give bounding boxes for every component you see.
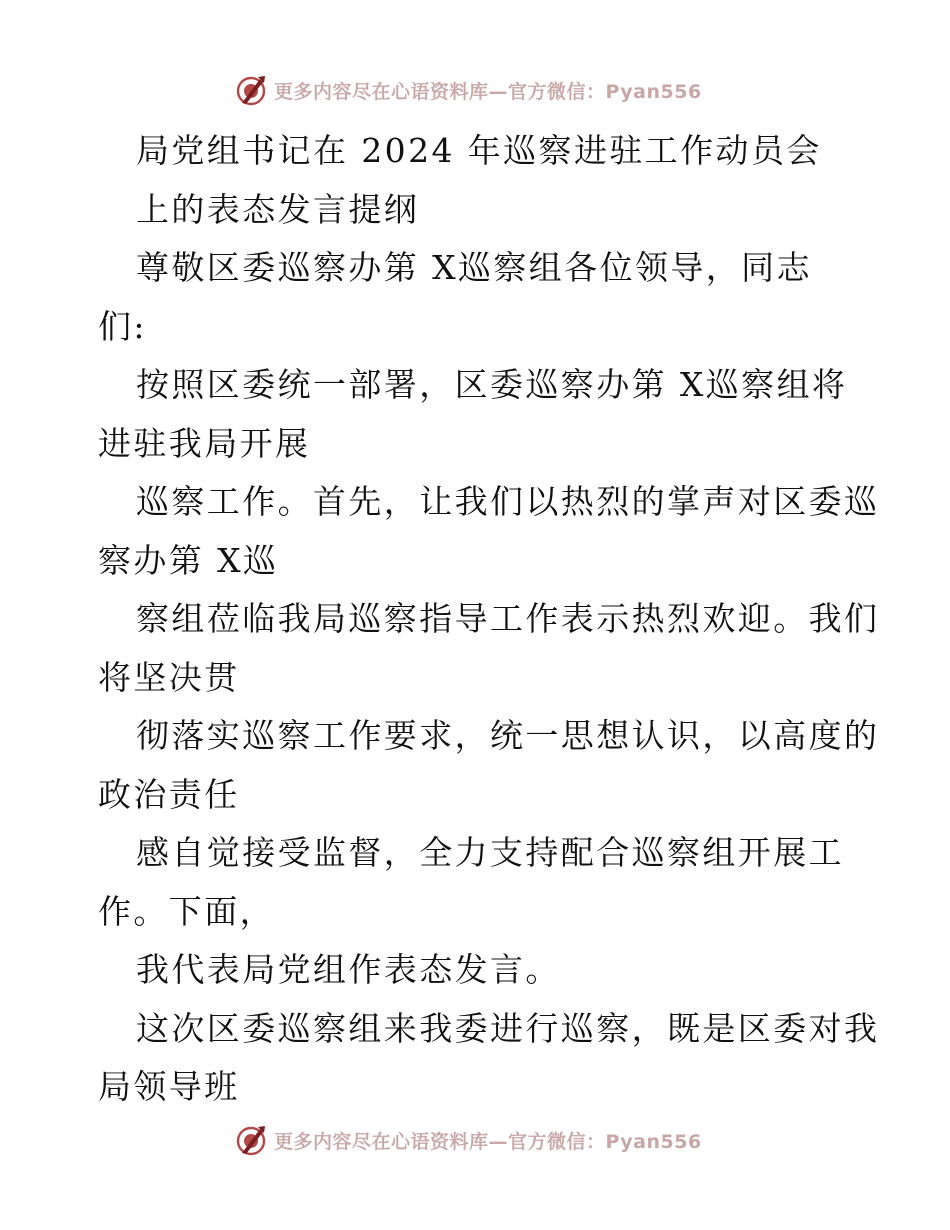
text-line: 进驻我局开展 <box>98 423 311 463</box>
document-body <box>98 122 880 1117</box>
text-line: 察组莅临我局巡察指导工作表示热烈欢迎。我们 <box>136 599 880 638</box>
text-line: 巡察工作。首先，让我们以热烈的掌声对区委巡 <box>136 482 880 521</box>
text-line: 局领导班 <box>98 1067 240 1106</box>
text-line: 我代表局党组作表态发言。 <box>136 950 561 989</box>
quill-seal-icon <box>234 1123 268 1157</box>
text-line: 局党组书记在 2024 年巡察进驻工作动员会 <box>136 131 822 170</box>
text-line: 将坚决贯 <box>98 657 240 697</box>
text-line: 们: <box>98 306 147 346</box>
text-line: 按照区委统一部署，区委巡察办第 X巡察组将 <box>136 365 848 404</box>
watermark-text: 更多内容尽在心语资料库—官方微信：Pyan556 <box>274 80 702 103</box>
header-watermark <box>234 72 702 108</box>
footer-watermark <box>234 1122 702 1158</box>
text-line: 彻落实巡察工作要求，统一思想认识，以高度的 <box>136 716 880 755</box>
text-line: 这次区委巡察组来我委进行巡察，既是区委对我 <box>136 1008 880 1048</box>
text-line: 尊敬区委巡察办第 X巡察组各位领导，同志 <box>136 248 812 287</box>
text-line: 察办第 X巡 <box>98 540 279 580</box>
text-line: 政治责任 <box>98 774 240 814</box>
quill-seal-icon <box>234 73 268 107</box>
watermark-text: 更多内容尽在心语资料库—官方微信：Pyan556 <box>274 1130 702 1153</box>
text-line: 作。下面， <box>98 891 275 931</box>
text-line: 感自觉接受监督，全力支持配合巡察组开展工 <box>136 833 844 872</box>
text-line: 上的表态发言提纲 <box>136 189 420 229</box>
